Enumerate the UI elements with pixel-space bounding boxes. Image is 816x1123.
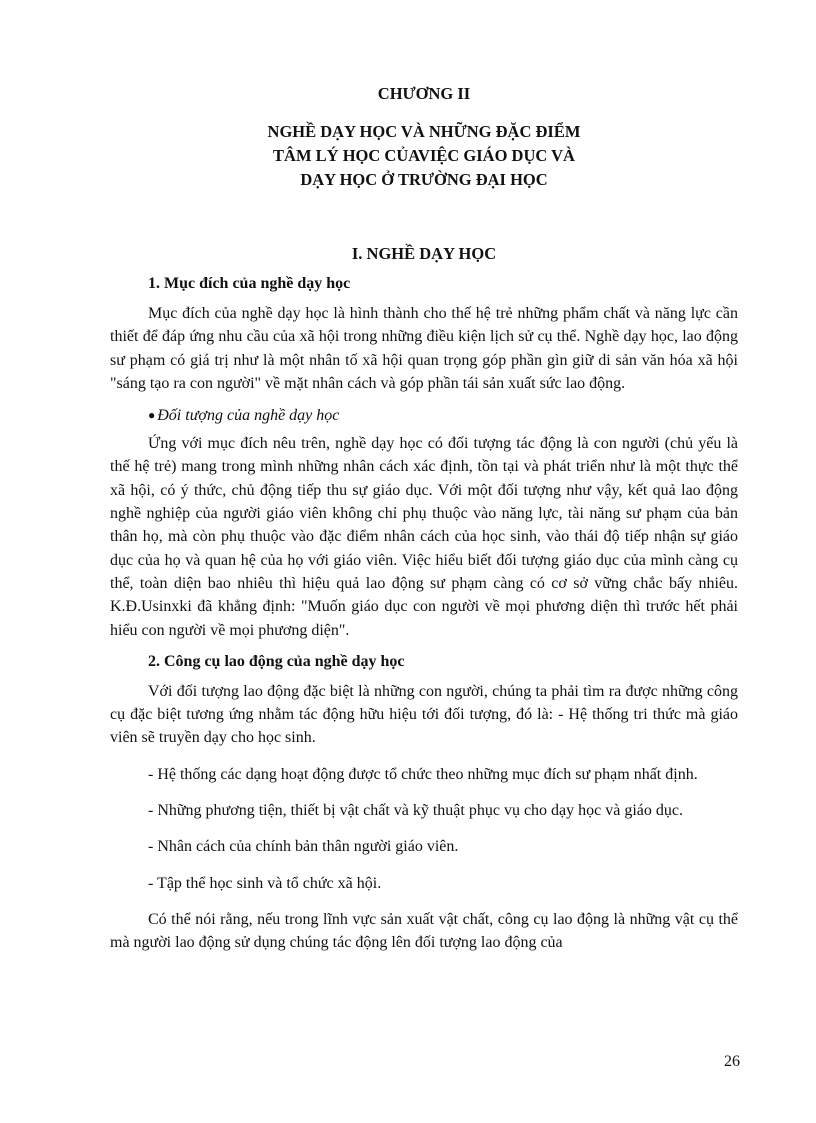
list-item: - Nhân cách của chính bản thân người giáo viên. xyxy=(148,838,459,856)
paragraph-tools: Với đối tượng lao động đặc biệt là những con người, chúng ta phải tìm ra được những công cụ đặc biệt tương ứng nhằm tác động hữu hiệu tới đối tượng, đó là: - Hệ thống tri thức mà giáo viên sẽ truyền dạy cho học sinh. xyxy=(110,682,738,747)
chapter-title-line-2: TÂM LÝ HỌC CỦAVIỆC GIÁO DỤC VÀ xyxy=(273,146,575,165)
sub-heading-purpose: 1. Mục đích của nghề dạy học xyxy=(148,275,351,292)
paragraph-conclusion: Có thể nói rằng, nếu trong lĩnh vực sản xuất vật chất, công cụ lao động là những vật cụ thể mà người lao động sử dụng chúng tác động lên đối tượng lao động của xyxy=(110,910,738,952)
list-item: - Những phương tiện, thiết bị vật chất và kỹ thuật phục vụ cho dạy học và giáo dục. xyxy=(148,802,684,820)
list-item: - Tập thể học sinh và tổ chức xã hội. xyxy=(148,874,382,892)
paragraph-purpose: Mục đích của nghề dạy học là hình thành cho thế hệ trẻ những phẩm chất và năng lực cần thiết để đáp ứng nhu cầu của xã hội trong những điều kiện lịch sử cụ thể. Nghề dạy học, lao động sư phạm có giá trị như là một nhân tố xã hội quan trọng góp phần gìn giữ di sản văn hóa xã hội "sáng tạo ra con người" về mặt nhân cách và góp phần tái sản xuất sức lao động. xyxy=(110,305,738,392)
chapter-title xyxy=(110,120,738,192)
chapter-label: CHƯƠNG II xyxy=(377,84,471,103)
page-content xyxy=(110,82,738,963)
sub-heading-tools: 2. Công cụ lao động của nghề dạy học xyxy=(148,652,405,670)
paragraph-object: Ứng với mục đích nêu trên, nghề dạy học có đối tượng tác động là con người (chủ yếu là thế hệ trẻ) mang trong mình những nhân cách xác định, tồn tại và phát triển như là một thực thể xã hội, có ý thức, chủ động tiếp thu sự giáo dục. Với một đối tượng như vậy, kết quả lao động nghề nghiệp của người giáo viên không chỉ phụ thuộc vào năng lực, tài năng sư phạm của bản thân họ, mà còn phụ thuộc vào đặc điểm nhân cách của học sinh, vào thái độ tiếp nhận sự giáo dục của họ và quan hệ của họ với giáo viên. Việc hiểu biết đối tượng giáo dục của mình càng cụ thể, toàn diện bao nhiêu thì hiệu quả lao động sư phạm càng có cơ sở vững chắc bấy nhiêu. K.Đ.Usinxki đã khẳng định: "Muốn giáo dục con người về mọi phương diện thì trước hết phải hiểu con người về mọi phương diện". xyxy=(110,435,738,639)
page-number: 26 xyxy=(724,1053,740,1070)
bullet-heading-text: Đối tượng của nghề dạy học xyxy=(157,407,340,425)
chapter-title-line-1: NGHỀ DẠY HỌC VÀ NHỮNG ĐẶC ĐIỂM xyxy=(267,122,581,141)
chapter-title-line-3: DẠY HỌC Ở TRƯỜNG ĐẠI HỌC xyxy=(300,170,548,189)
bullet-heading-object xyxy=(110,403,738,428)
list-item: - Hệ thống các dạng hoạt động được tổ chức theo những mục đích sư phạm nhất định. xyxy=(148,765,698,783)
section-heading: I. NGHỀ DẠY HỌC xyxy=(351,244,497,263)
bullet-dot-icon: ● xyxy=(148,408,156,423)
